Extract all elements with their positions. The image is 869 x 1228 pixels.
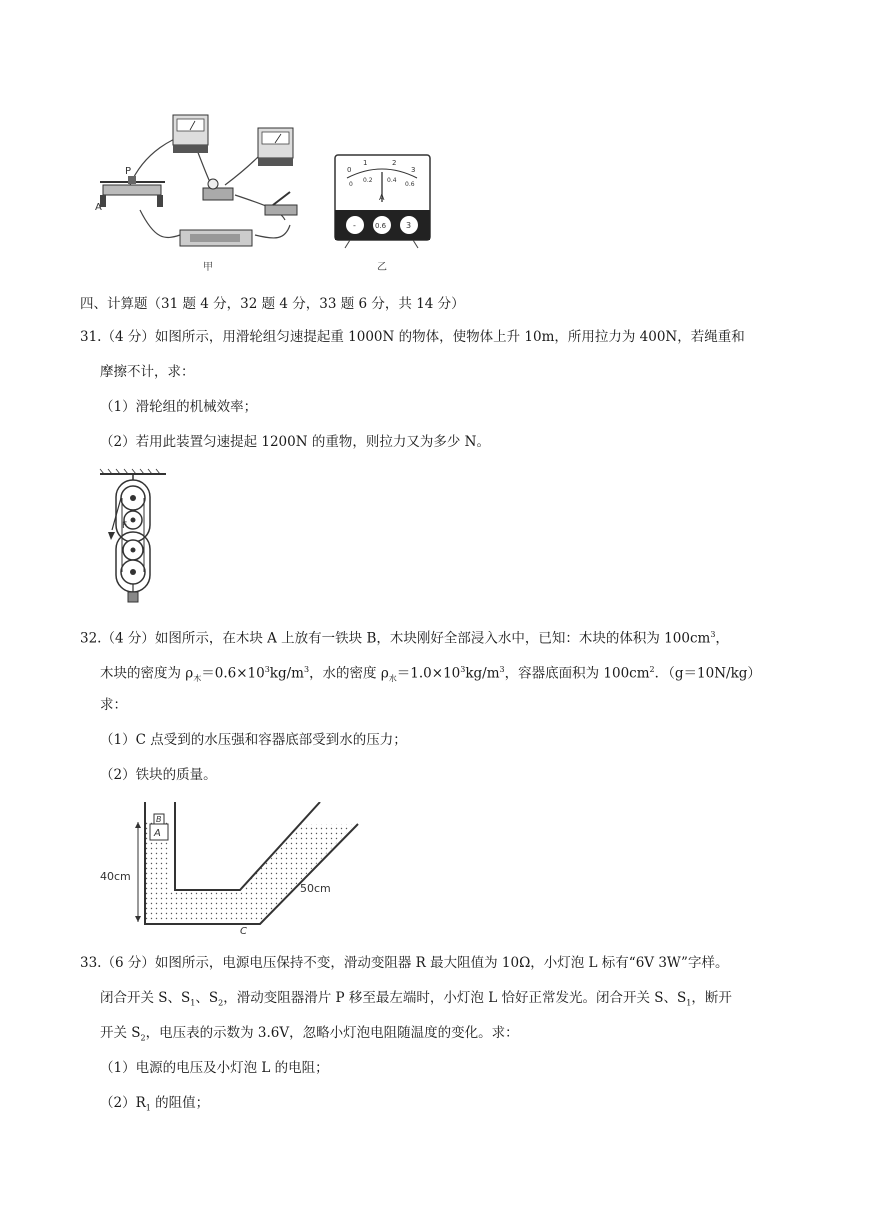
label-a: A (154, 828, 161, 839)
pulley-figure (98, 468, 168, 608)
rheostat-label-p: P (125, 166, 132, 177)
scale-minor-0: 0 (349, 181, 353, 188)
scale-major-0: 0 (347, 166, 352, 174)
q31-sub2: （2）若用此装置匀速提起 1200N 的重物，则拉力又为多少 N。 (100, 434, 490, 450)
figure-yi-caption: 乙 (377, 262, 387, 273)
q31-line2: 摩擦不计，求： (100, 364, 195, 380)
ammeter-face (335, 155, 430, 248)
label-c: C (240, 926, 247, 937)
label-40cm: 40cm (100, 870, 131, 883)
scale-major-3: 3 (411, 166, 416, 174)
section-title: 四、计算题（31 题 4 分，32 题 4 分，33 题 6 分，共 14 分） (80, 296, 465, 312)
rheostat-label-a: A (95, 202, 102, 213)
label-50cm: 50cm (300, 882, 331, 895)
q33-line1: 33.（6 分）如图所示，电源电压保持不变，滑动变阻器 R 最大阻值为 10Ω，小灯泡 L 标有“6V 3W”字样。 (80, 955, 729, 971)
q33-sub1: （1）电源的电压及小灯泡 L 的电阻； (100, 1060, 329, 1076)
container-figure (100, 802, 370, 937)
scale-minor-2: 0.4 (387, 177, 397, 184)
ammeter-unit: A (379, 193, 385, 202)
scale-minor-3: 0.6 (405, 181, 415, 188)
q32-line2: 木块的密度为 $\rho_木=0.6\times 10^3kg/m^3$，水的密度 $\rho_水=1.0\times 10^3kg/m^3$，容器底面积为 $100cm^2$．（g＝10N/kg） (100, 665, 761, 684)
scale-minor-1: 0.2 (363, 177, 373, 184)
terminal-neg: - (353, 221, 356, 230)
scale-major-2: 2 (392, 159, 397, 167)
terminal-3: 3 (406, 221, 412, 230)
figure-jia-caption: 甲 (203, 262, 213, 273)
q31-line1: 31.（4 分）如图所示，用滑轮组匀速提起重 1000N 的物体，使物体上升 10m，所用拉力为 400N，若绳重和 (80, 329, 745, 345)
terminal-06: 0.6 (375, 222, 387, 230)
q33-sub2: $(2)R_1$ 的阻值； (100, 1095, 210, 1113)
scale-major-1: 1 (363, 159, 368, 167)
label-b: B (156, 815, 162, 824)
q33-line3: 开关 $S_2$，电压表的示数为 3.6V，忽略小灯泡电阻随温度的变化。求： (100, 1025, 519, 1043)
q32-sub2: （2）铁块的质量。 (100, 767, 217, 783)
pulley-label-f: F (122, 521, 128, 531)
q32-line3: 求： (100, 697, 127, 713)
q32-line1: 32.（4 分）如图所示，在木块 A 上放有一铁块 B，木块刚好全部浸入水中，已知：木块的体积为 $100cm^3$， (80, 630, 729, 647)
q32-sub1: （1）C 点受到的水压强和容器底部受到水的压力； (100, 732, 407, 748)
q31-sub1: （1）滑轮组的机械效率； (100, 399, 258, 415)
circuit-figure (95, 110, 455, 280)
q33-line2: 闭合开关 S、$S_1$、$S_2$，滑动变阻器滑片 P 移至最左端时，小灯泡 L 恰好正常发光。闭合开关 S、$S_1$，断开 (100, 990, 732, 1008)
